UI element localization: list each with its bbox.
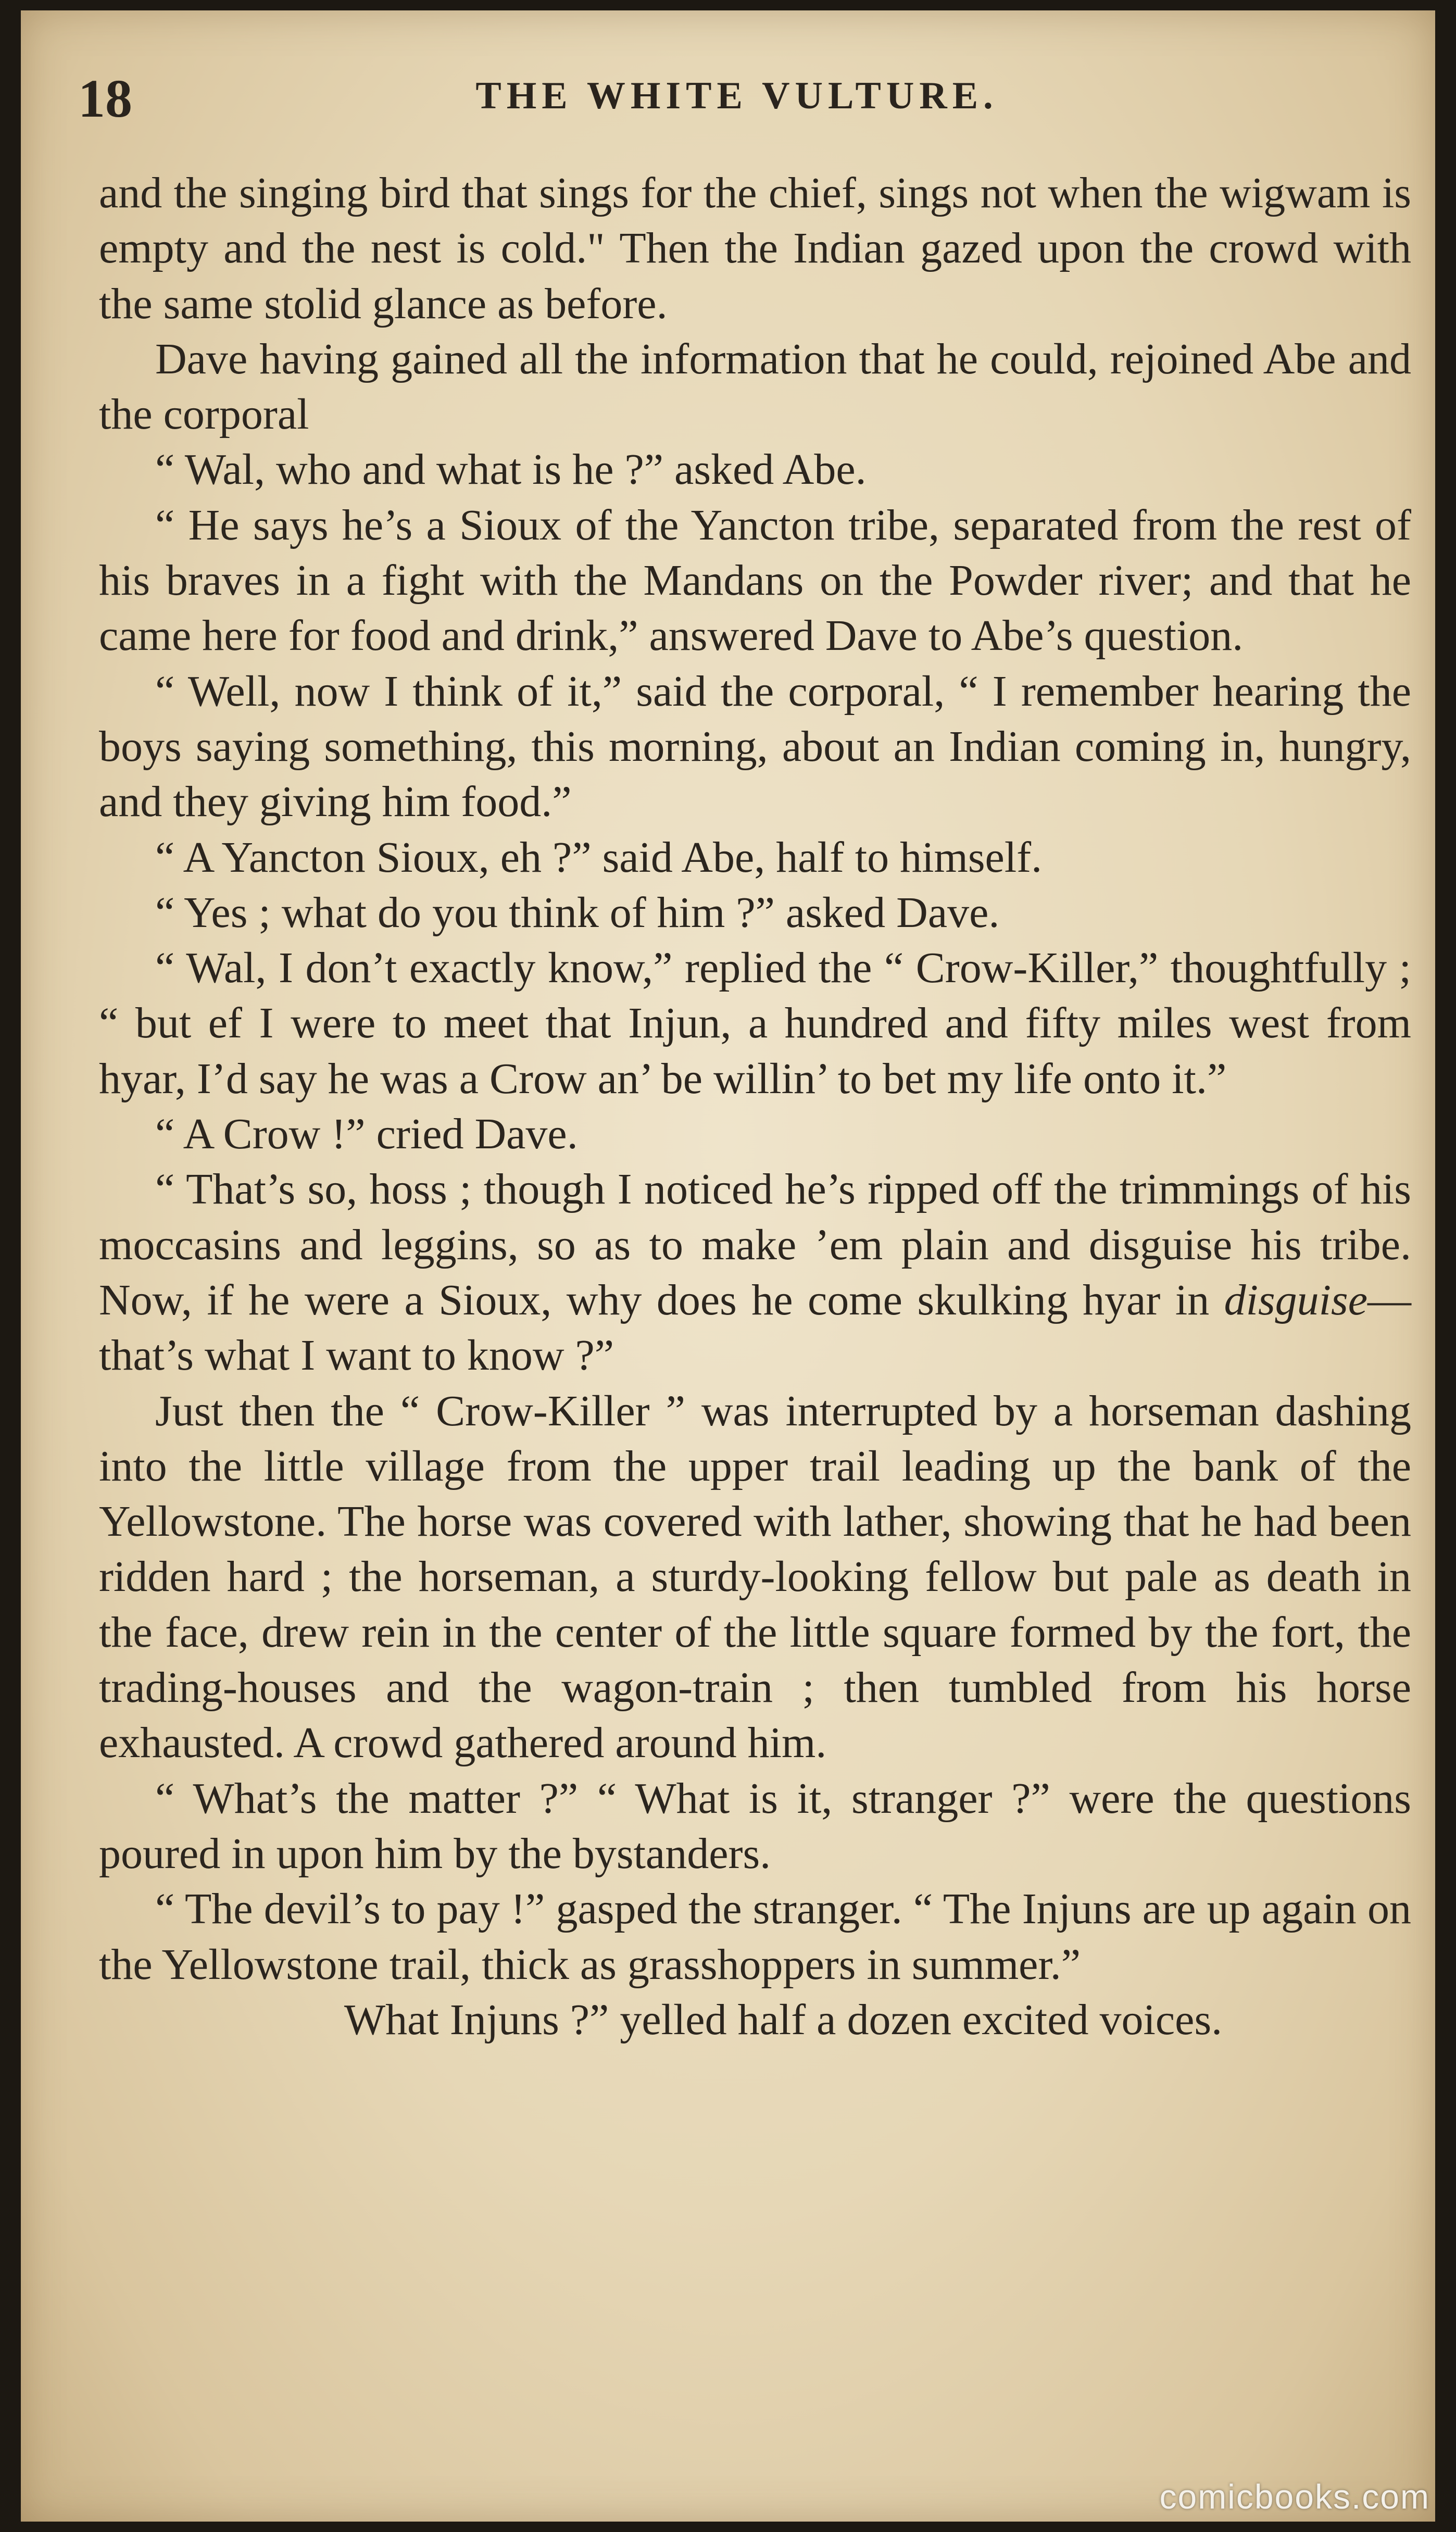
paragraph: “ What’s the matter ?” “ What is it, stranger ?” were the questions poured in upon him by the bystanders. — [99, 1774, 1411, 1878]
paragraph: “ A Yancton Sioux, eh ?” said Abe, half to himself. — [155, 833, 1043, 882]
paragraph: Dave having gained all the information that he could, rejoined Abe and the corporal — [99, 334, 1411, 439]
paragraph: “ A Crow !” cried Dave. — [155, 1110, 578, 1159]
page-number: 18 — [78, 69, 132, 129]
book-page — [21, 10, 1435, 2522]
paragraph: “ He says he’s a Sioux of the Yancton tribe, separated from the rest of his braves in a fight with the Mandans on the Powder river; and that he came here for food and drink,” answered Dave to Abe’s question. — [99, 500, 1411, 660]
running-head — [78, 68, 1396, 135]
paragraph: “ Well, now I think of it,” said the corporal, “ I remember hearing the boys saying something, this morning, about an Indian coming in, hungry, and they giving him food.” — [99, 667, 1411, 826]
text-body — [99, 166, 1411, 2048]
paragraph: “ The devil’s to pay !” gasped the stranger. “ The Injuns are up again on the Yellowstone trail, thick as grasshoppers in summer.” — [99, 1885, 1411, 1989]
paragraph: and the singing bird that sings for the chief, sings not when the wigwam is empty and the nest is cold." Then the Indian gazed upon the crowd with the same stolid glance as before. — [99, 169, 1411, 328]
paragraph: What Injuns ?” yelled half a dozen excited voices. — [344, 1995, 1223, 2044]
paragraph — [99, 1162, 1411, 1383]
paragraph: “ Wal, who and what is he ?” asked Abe. — [155, 445, 867, 494]
paragraph: “ Wal, I don’t exactly know,” replied the “ Crow-Killer,” thoughtfully ; “ but ef I were to meet that Injun, a hundred and fifty miles west from hyar, I’d say he was a Crow an’ be willin’ to bet my life onto it.” — [99, 944, 1411, 1103]
watermark: comicbooks.com — [1159, 2477, 1430, 2516]
paragraph-text: —that’s what I want to know ?” — [99, 1275, 1411, 1380]
paragraph: “ Yes ; what do you think of him ?” asked Dave. — [155, 888, 1000, 937]
italic-word: disguise — [1224, 1275, 1367, 1324]
book-title: THE WHITE VULTURE. — [475, 74, 998, 117]
paragraph: Just then the “ Crow-Killer ” was interrupted by a horseman dashing into the little village from the upper trail leading up the bank of the Yellowstone. The horse was covered with lather, showing that he had been ridden hard ; the horseman, a sturdy-looking fellow but pale as death in the face, drew rein in the center of the little square formed by the fort, the trading-houses and the wagon-train ; then tumbled from his horse exhausted. A crowd gathered around him. — [99, 1386, 1411, 1768]
paragraph-text: “ That’s so, hoss ; though I noticed he’s ripped off the trimmings of his moccasins and leggins, so as to make ’em plain and disguise his tribe. Now, if he were a Sioux, why does he come skulking hyar in — [99, 1165, 1411, 1324]
